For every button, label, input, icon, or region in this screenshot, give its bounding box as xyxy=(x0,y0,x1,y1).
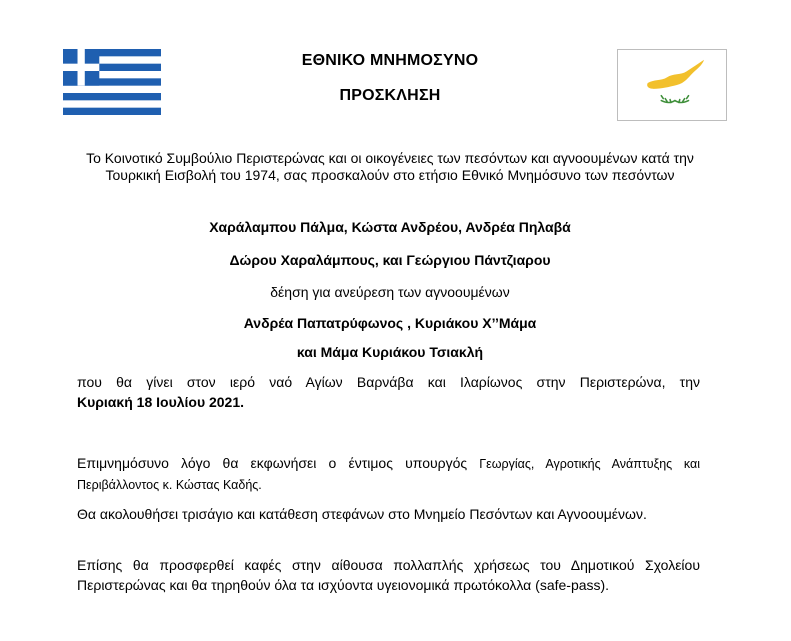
trisagion-paragraph: Θα ακολουθήσει τρισάγιο και κατάθεση στεφάνων στο Μνημείο Πεσόντων και Αγνοουμένων. xyxy=(77,506,647,522)
location-paragraph xyxy=(77,372,700,412)
location-text: που θα γίνει στον ιερό ναό Αγίων Βαρνάβα και Ιλαρίωνος στην Περιστερώνα, την xyxy=(77,374,700,390)
coffee-paragraph: Επίσης θα προσφερθεί καφές στην αίθουσα πολλαπλής χρήσεως του Δημοτικού Σχολείου Περιστερώνας και θα τηρηθούν όλα τα ισχύοντα υγειονομικά πρωτόκολλα (safe-pass). xyxy=(77,557,700,593)
intro-paragraph: Το Κοινοτικό Συμβούλιο Περιστερώνας και οι οικογένειες των πεσόντων και αγνοουμένων κατά την Τουρκική Εισβολή του 1974, σας προσκαλούν στο ετήσιο Εθνικό Μνημόσυνο των πεσόντων xyxy=(86,150,694,183)
fallen-names-line-1: Χαράλαμπου Πάλμα, Κώστα Ανδρέου, Ανδρέα Πηλαβά xyxy=(209,219,571,235)
page-subtitle: ΠΡΟΣΚΛΗΣΗ xyxy=(339,87,441,104)
speech-paragraph xyxy=(77,453,700,495)
event-date: Κυριακή 18 Ιουλίου 2021. xyxy=(77,394,245,410)
speech-text-part-2: Γεωργίας, Αγροτικής Ανάπτυξης και Περιβάλλοντος κ. Κώστας Καδής. xyxy=(77,457,701,492)
missing-names-line-1: Ανδρέα Παπατρύφωνος , Κυριάκου Χ’’Μάμα xyxy=(243,315,537,331)
search-prayer-text: δέηση για ανεύρεση των αγνοουμένων xyxy=(270,284,510,300)
fallen-names-line-2: Δώρου Χαραλάμπους, και Γεώργιου Πάντζιαρου xyxy=(229,252,551,268)
speech-text-part-1: Επιμνημόσυνο λόγο θα εκφωνήσει ο έντιμος υπουργός xyxy=(77,455,480,471)
missing-names-line-2: και Μάμα Κυριάκου Τσιακλή xyxy=(296,344,484,360)
page-title: ΕΘΝΙΚΟ ΜΝΗΜΟΣΥΝΟ xyxy=(301,52,479,69)
